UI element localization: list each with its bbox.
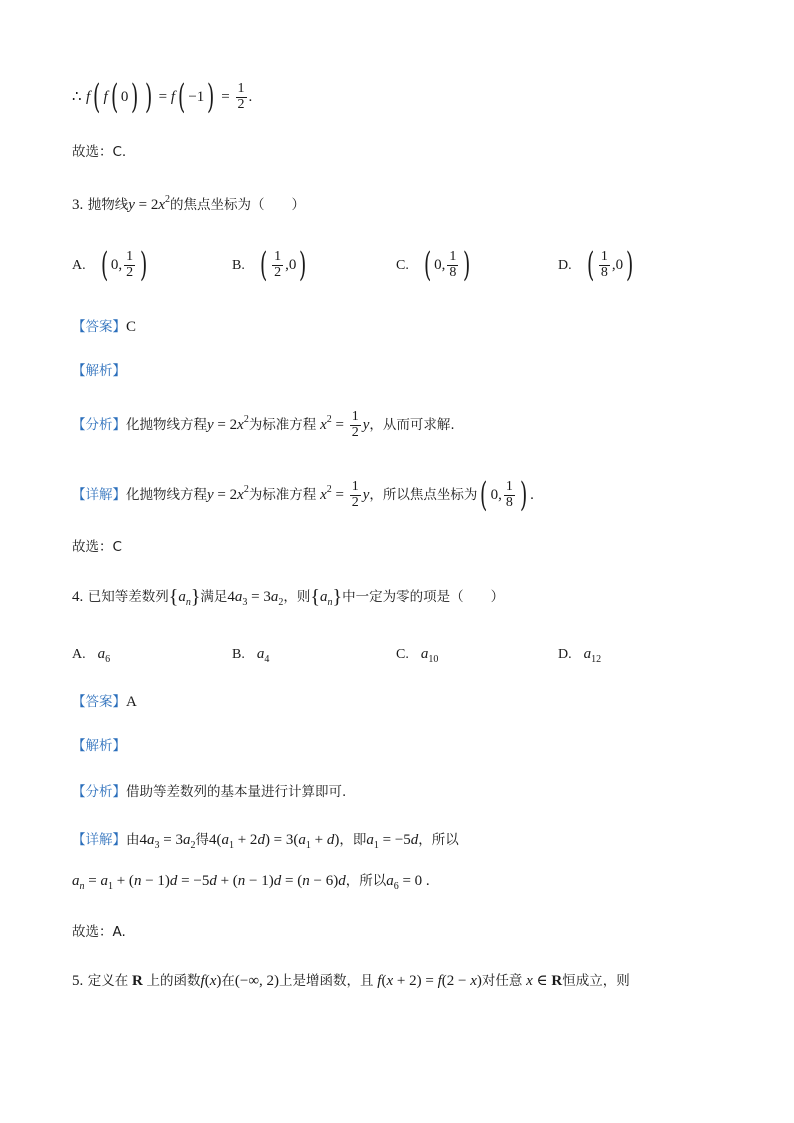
- q4-analysis-tag: 【解析】: [72, 738, 126, 754]
- q4-conclusion: 故选：A.: [72, 924, 126, 940]
- q3-analysis-tag: 【解析】: [72, 363, 126, 379]
- q3-conclusion: 故选：C: [72, 539, 122, 555]
- q4-xiangjie-2: $a_n = a_1 + (n - 1)d = -5d + (n - 1)d = (n - 6)d$，所以$a_6 = 0$ .: [72, 873, 430, 892]
- q4-answer: 【答案】A: [72, 694, 137, 710]
- q2-conclusion: 故选：C.: [72, 144, 127, 160]
- q4-stem: 4. 已知等差数列$\{a_n\}$满足$4a_3 = 3a_2$，则$\{a_n\}$中一定为零的项是（ ）: [72, 586, 505, 608]
- q3-answer: 【答案】C: [72, 319, 137, 335]
- q4-fenxi: 【分析】借助等差数列的基本量进行计算即可.: [72, 784, 347, 800]
- q4-option-a: A. $a_6$: [72, 646, 111, 665]
- q5-stem: 5. 定义在 R 上的函数f(x)在(−∞, 2)上是增函数，且 f(x + 2) = f(2 − x)对任意 x ∈ R恒成立，则: [72, 973, 630, 989]
- q3-option-b: B. ( $\frac{1}{2}$ ,0): [232, 245, 307, 286]
- q3-option-d: D. ( $\frac{1}{8}$ ,0): [558, 245, 634, 286]
- q3-option-a: A. ( 0, $\frac{1}{2}$ ): [72, 245, 148, 286]
- q3-fenxi: 【分析】化抛物线方程$y = 2x^2$为标准方程 $x^2$ = $\frac{1}{2}$ y，从而可求解.: [72, 409, 455, 440]
- q3-stem: 3. 抛物线$y = 2x^2$的焦点坐标为（ ）: [72, 194, 306, 213]
- q3-xiangjie: 【详解】化抛物线方程$y = 2x^2$为标准方程 $x^2$ = $\frac{1}{2}$ y，所以焦点坐标为( 0, $\frac{1}{8}$ ) .: [72, 475, 534, 516]
- q4-option-d: D. $a_{12}$: [558, 646, 602, 665]
- q4-option-b: B. $a_4$: [232, 646, 270, 665]
- formula-line-q2: ∴ f( f( 0) ) = f( −1) = $\frac{1}{2}$ .: [72, 77, 253, 118]
- therefore-symbol: ∴: [72, 89, 82, 106]
- q4-option-c: C. $a_{10}$: [396, 646, 439, 665]
- q3-option-c: C. ( 0, $\frac{1}{8}$ ): [396, 245, 471, 286]
- q4-xiangjie-1: 【详解】由$4a_3 = 3a_2$得$4(a_1 + 2d) = 3(a_1 + d)$，即$a_1 = -5d$，所以: [72, 832, 459, 851]
